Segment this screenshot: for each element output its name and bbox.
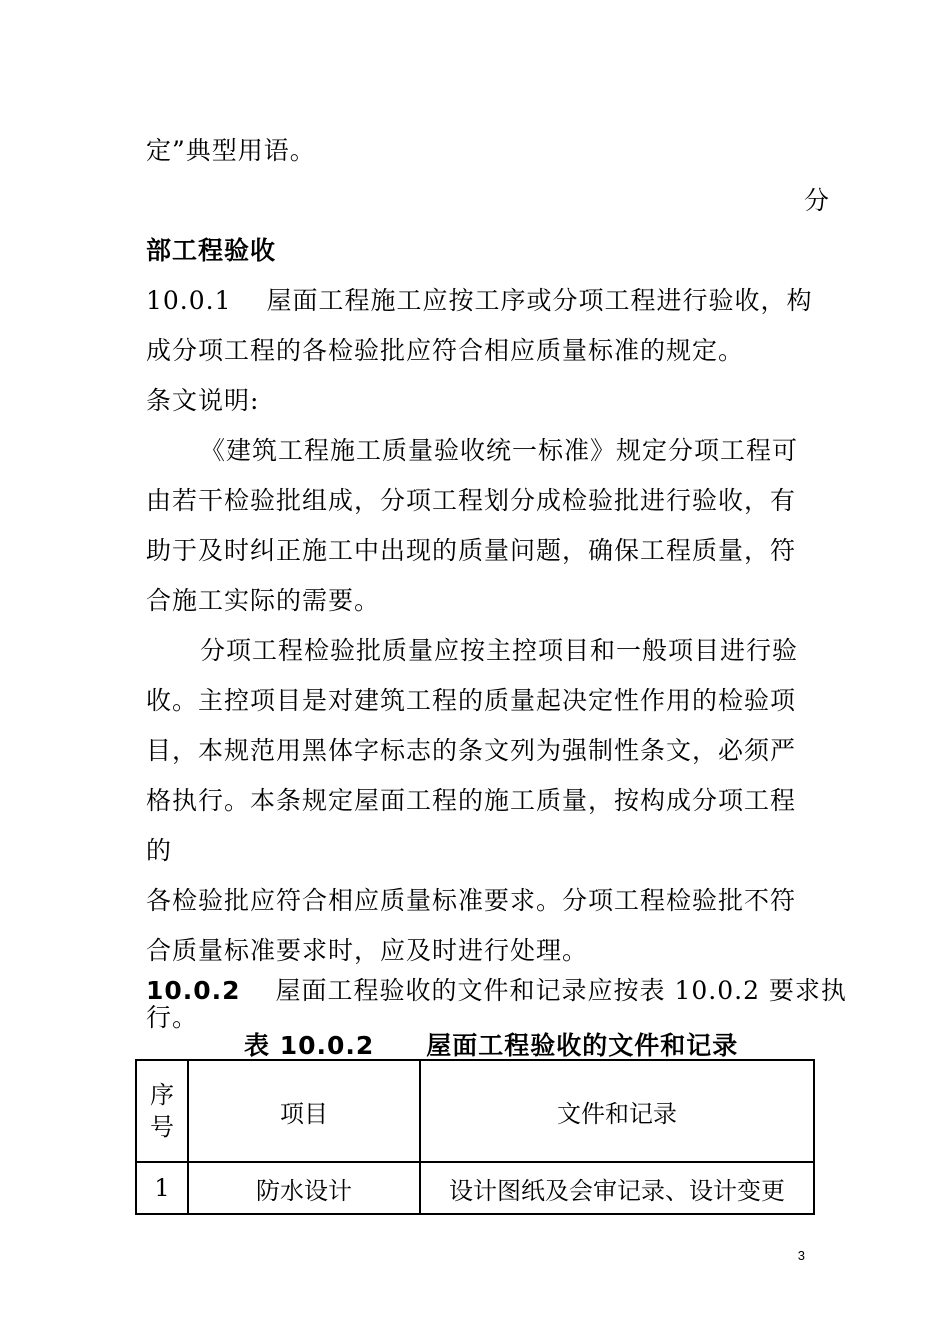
clause-number: 10.0.2 (146, 976, 241, 1005)
table-row (136, 1162, 814, 1214)
clause-text: 屋面工程验收的文件和记录应按表 10.0.2 要求执 (240, 976, 847, 1005)
cell-num: 1 (136, 1162, 188, 1214)
text-line: 成分项工程的各检验批应符合相应质量标准的规定。 (146, 336, 745, 365)
header-item: 项目 (188, 1060, 420, 1162)
text-line: 分 (803, 186, 830, 215)
table-caption: 表 10.0.2 屋面工程验收的文件和记录 (244, 1031, 739, 1060)
text-line: 合施工实际的需要。 (146, 586, 381, 615)
header-num (136, 1060, 188, 1162)
text-line: 《建筑工程施工质量验收统一标准》规定分项工程可 (200, 436, 799, 465)
clause-10-0-1: 10.0.1 屋面工程施工应按工序或分项工程进行验收，构 (146, 286, 813, 315)
text-line: 由若干检验批组成，分项工程划分成检验批进行验收，有 (146, 486, 797, 515)
text-line: 各检验批应符合相应质量标准要求。分项工程检验批不符 (146, 886, 797, 915)
section-heading: 部工程验收 (146, 236, 277, 265)
text-line: 收。主控项目是对建筑工程的质量起决定性作用的检验项 (146, 686, 797, 715)
text-line: 格执行。本条规定屋面工程的施工质量，按构成分项工程 (146, 786, 797, 815)
table-header-row (136, 1060, 814, 1162)
text-line: 分项工程检验批质量应按主控项目和一般项目进行验 (200, 636, 799, 665)
text-line: 行。 (146, 1003, 199, 1032)
records-table (135, 1059, 815, 1215)
text-line: 目，本规范用黑体字标志的条文列为强制性条文，必须严 (146, 736, 797, 765)
page-number: 3 (797, 1248, 805, 1263)
clause-10-0-2 (146, 976, 847, 1006)
text-line: 助于及时纠正施工中出现的质量问题，确保工程质量，符 (146, 536, 797, 565)
header-records: 文件和记录 (420, 1060, 814, 1162)
text-line: 合质量标准要求时，应及时进行处理。 (146, 936, 589, 965)
header-num-line2: 号 (150, 1113, 174, 1141)
text-line: 定”典型用语。 (146, 136, 316, 165)
cell-records: 设计图纸及会审记录、设计变更 (420, 1162, 814, 1214)
text-line: 条文说明: (146, 386, 260, 415)
header-num-line1: 序 (150, 1081, 174, 1109)
text-line: 的 (146, 836, 173, 865)
cell-item: 防水设计 (188, 1162, 420, 1214)
